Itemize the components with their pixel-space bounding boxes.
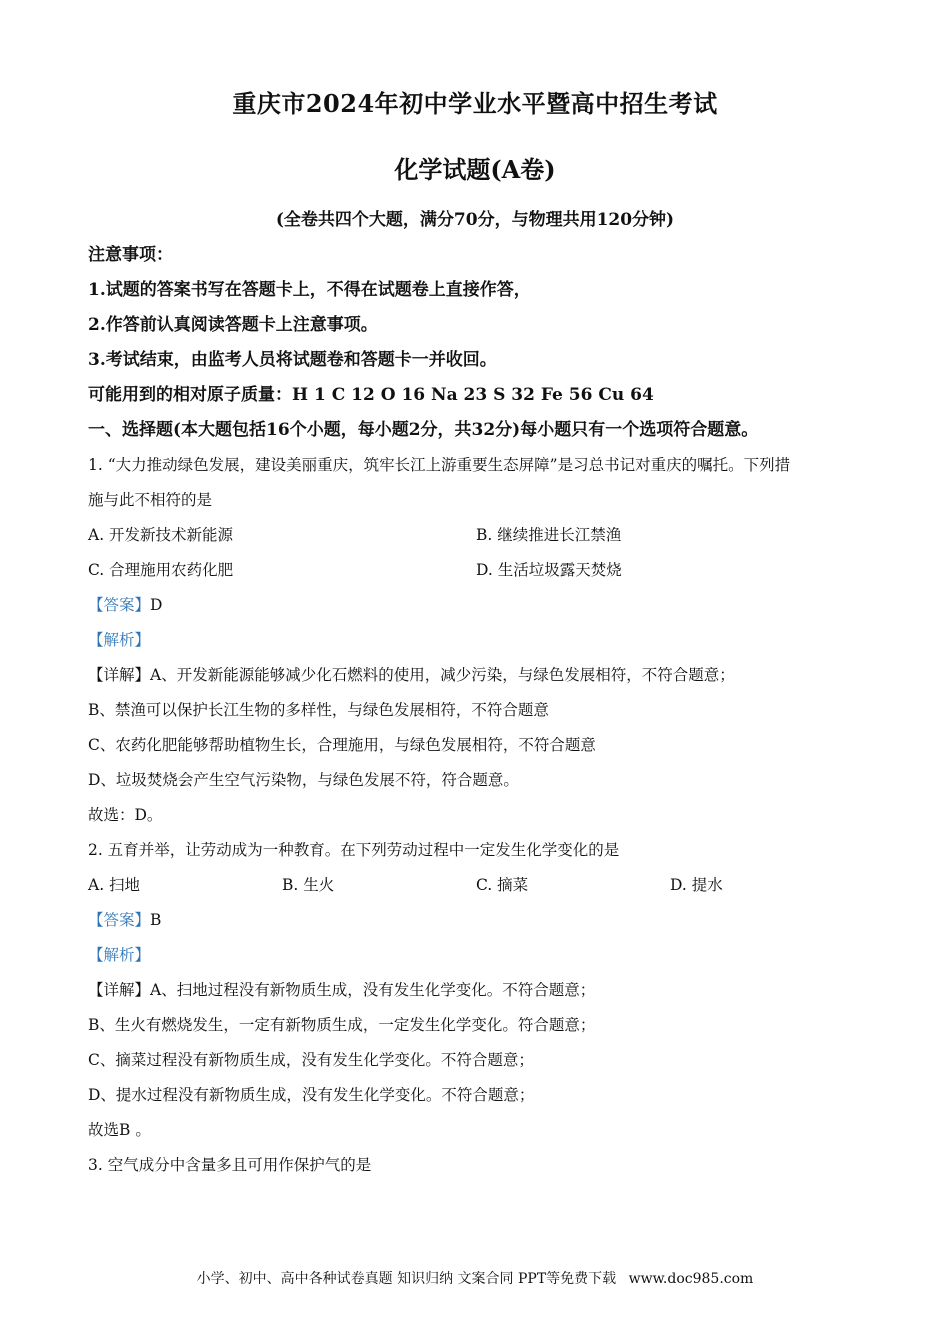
q1-analysis [88, 623, 878, 658]
q2-detail-a: A、扫地过程没有新物质生成，没有发生化学变化。不符合题意； [150, 981, 596, 999]
q1-stem-line1: 1. “大力推动绿色发展，建设美丽重庆，筑牢长江上游重要生态屏障”是习总书记对重庆的嘱托。下列措 [88, 456, 791, 474]
q2-detail-1 [88, 973, 878, 1008]
exam-scope: (全卷共四个大题，满分70分，与物理共用120分钟) [275, 210, 675, 230]
note-item-3: 3.考试结束，由监考人员将试题卷和答题卡一并收回。 [88, 350, 497, 370]
q1-detail-1 [88, 658, 878, 693]
q2-detail-tag: 【详解】 [88, 981, 151, 999]
q2-options-row [88, 868, 878, 903]
q1-option-d: D. 生活垃圾露天焚烧 [476, 561, 622, 579]
note-item-1: 1.试题的答案书写在答题卡上，不得在试题卷上直接作答， [88, 280, 531, 300]
q1-detail-tag: 【详解】 [88, 666, 151, 684]
q2-answer [88, 903, 878, 938]
section1-heading: 一、选择题(本大题包括16个小题，每小题2分，共32分)每小题只有一个选项符合题意。 [88, 420, 759, 440]
note-item-2: 2.作答前认真阅读答题卡上注意事项。 [88, 315, 378, 335]
q2-conclusion: 故选B 。 [88, 1121, 151, 1139]
q2-answer-value: B [150, 911, 162, 929]
q1-option-c: C. 合理施用农药化肥 [88, 561, 234, 579]
q2-option-b: B. 生火 [282, 876, 335, 894]
q2-detail-d: D、提水过程没有新物质生成，没有发生化学变化。不符合题意； [88, 1086, 535, 1104]
q2-detail-c: C、摘菜过程没有新物质生成，没有发生化学变化。不符合题意； [88, 1051, 534, 1069]
q2-option-c: C. 摘菜 [476, 876, 529, 894]
q1-option-a: A. 开发新技术新能源 [88, 526, 234, 544]
exam-subtitle: 化学试题(A卷) [394, 155, 556, 184]
q2-analysis [88, 938, 878, 973]
q1-answer-tag: 【答案】 [88, 596, 151, 614]
footer-text: 小学、初中、高中各种试卷真题 知识归纳 文案合同 PPT等免费下载 [196, 1271, 617, 1287]
footer-link[interactable]: www.doc985.com [628, 1271, 754, 1287]
exam-title: 重庆市2024年初中学业水平暨高中招生考试 [232, 89, 718, 118]
page-footer [0, 1268, 950, 1288]
atomic-masses: 可能用到的相对原子质量：H 1 C 12 O 16 Na 23 S 32 Fe 56 Cu 64 [88, 385, 654, 405]
q1-detail-c: C、农药化肥能够帮助植物生长，合理施用，与绿色发展相符，不符合题意 [88, 736, 596, 754]
q1-conclusion: 故选：D。 [88, 806, 163, 824]
q1-detail-b: B、禁渔可以保护长江生物的多样性，与绿色发展相符，不符合题意 [88, 701, 549, 719]
q2-stem: 2. 五育并举，让劳动成为一种教育。在下列劳动过程中一定发生化学变化的是 [88, 841, 620, 859]
q2-option-a: A. 扫地 [88, 876, 141, 894]
q1-stem-line2: 施与此不相符的是 [88, 491, 213, 509]
q1-options-row2 [88, 553, 878, 588]
q1-analysis-tag: 【解析】 [88, 631, 151, 649]
q2-answer-tag: 【答案】 [88, 911, 151, 929]
notes-heading: 注意事项： [88, 245, 173, 265]
exam-content [88, 238, 878, 1183]
q1-options-row1 [88, 518, 878, 553]
q1-option-b: B. 继续推进长江禁渔 [476, 526, 622, 544]
q2-analysis-tag: 【解析】 [88, 946, 151, 964]
q2-detail-b: B、生火有燃烧发生，一定有新物质生成，一定发生化学变化。符合题意； [88, 1016, 596, 1034]
q1-detail-d: D、垃圾焚烧会产生空气污染物，与绿色发展不符，符合题意。 [88, 771, 519, 789]
q1-detail-a: A、开发新能源能够减少化石燃料的使用，减少污染，与绿色发展相符，不符合题意； [150, 666, 735, 684]
q1-answer-value: D [150, 596, 163, 614]
q3-stem: 3. 空气成分中含量多且可用作保护气的是 [88, 1156, 372, 1174]
q2-option-d: D. 提水 [670, 876, 723, 894]
q1-answer [88, 588, 878, 623]
